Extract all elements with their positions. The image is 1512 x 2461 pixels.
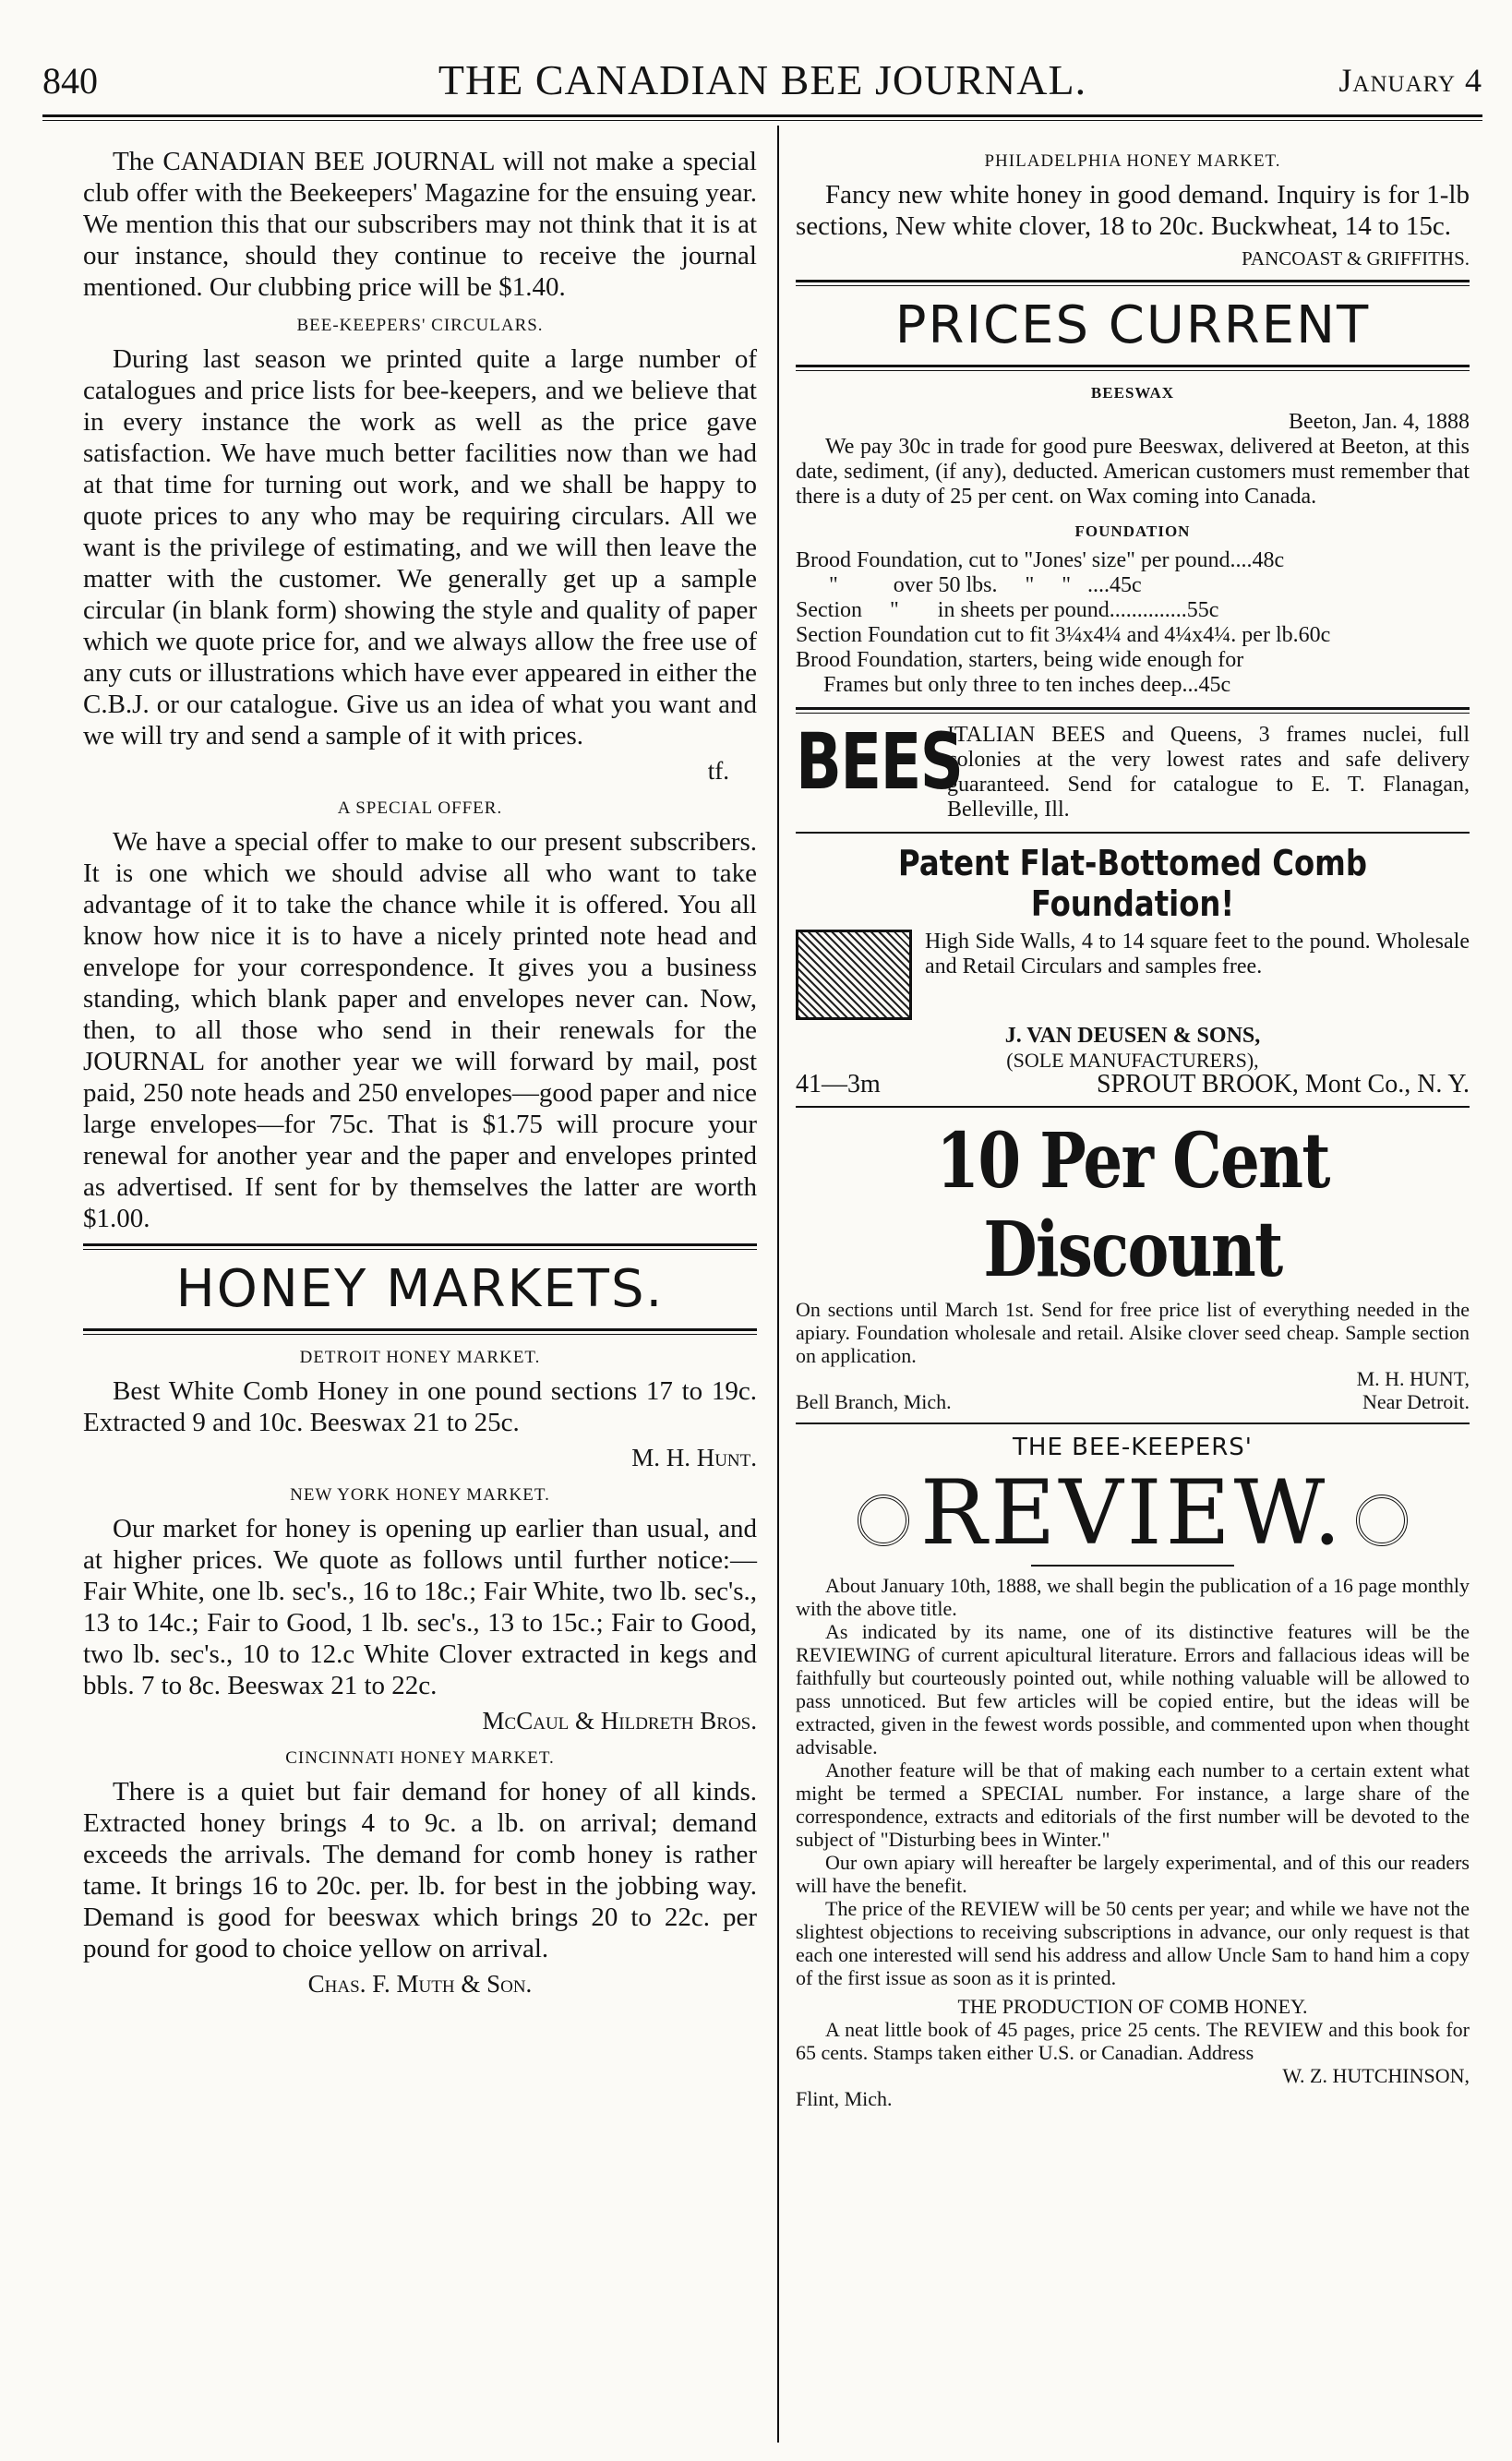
newyork-signature: McCaul & Hildreth Bros. xyxy=(482,1707,757,1735)
review-title: REVIEW. xyxy=(919,1461,1346,1565)
review-pretitle: THE BEE-KEEPERS' xyxy=(1013,1434,1253,1461)
newyork-paragraph: Our market for honey is opening up earlier than usual, and at higher prices. We quote as follows until further notice:—Fair White, one lb. sec's., 16 to 18c.; Fair White, two lb. sec's., 13 to 14c.; Fair to Good, 1 lb. sec's., 13 to 15c.; Fair to Good, two lb. sec's., 10 to 12.c White Clover extracted in kegs and bbls. 7 to 8c. Beeswax 21 to 22c. xyxy=(83,1514,757,1700)
column-divider xyxy=(777,126,779,2443)
patent-sole-manufacturers: (SOLE MANUFACTURERS), xyxy=(1006,1049,1259,1072)
patent-address: SPROUT BROOK, Mont Co., N. Y. xyxy=(1096,1070,1470,1098)
page-number: 840 xyxy=(42,60,98,102)
right-ornament-icon xyxy=(1356,1495,1408,1546)
comb-honey-heading: THE PRODUCTION OF COMB HONEY. xyxy=(957,1995,1308,2018)
beeswax-paragraph: We pay 30c in trade for good pure Beeswax, delivered at Beeton, at this date, sediment, (if any), deducted. American customers must remember that there is a duty of 25 per cent. on Wax coming into Canada. xyxy=(796,435,1470,509)
prices-rule-top xyxy=(796,280,1470,286)
review-paragraph-2: As indicated by its name, one of its distinctive features will be the REVIEWING of current apicultural literature. Errors and fallacious ideas will be faithfully but courteously pointed out, while nothing valuable will be allowed to pass unnoticed. But few articles will be copied entire, but the ideas will be extracted, given in the fewest words possible, and commented upon when thought advisable. xyxy=(796,1620,1470,1759)
foundation-row: Section " in sheets per pound..............55c xyxy=(796,598,1219,622)
italian-bees-text: ITALIAN BEES and Queens, 3 frames nuclei, full colonies at the very lowest rates and safe delivery guaranteed. Send for catalogue to E. T. Flanagan, Belleville, Ill. xyxy=(947,723,1470,822)
discount-ad-rule xyxy=(796,1106,1470,1108)
prices-rule-bottom xyxy=(796,365,1470,371)
foundation-price-list xyxy=(796,548,1470,698)
foundation-row: Brood Foundation, starters, being wide enough for xyxy=(796,648,1244,672)
review-paragraph-1: About January 10th, 1888, we shall begin the publication of a 16 page monthly with the above title. xyxy=(796,1574,1470,1620)
philadelphia-heading: PHILADELPHIA HONEY MARKET. xyxy=(984,151,1281,171)
foundation-heading: FOUNDATION xyxy=(1074,522,1191,540)
review-ad-rule xyxy=(796,1423,1470,1424)
patent-ad-rule xyxy=(796,832,1470,834)
review-paragraph-4: Our own apiary will hereafter be largely experimental, and of this our readers will have the benefit. xyxy=(796,1851,1470,1897)
circulars-paragraph: During last season we printed quite a large number of catalogues and price lists for bee-keepers, and we believe that in every instance the work as well as the price gave satisfaction. We have much better facilities now than we had at that time for turning out work, and we shall be happy to quote prices to any who may be requiring circulars. All we want is the privilege of estimating, and we will then leave the matter with the customer. We generally get up a sample circular (in blank form) showing the style and quality of paper which we quote price for, and we always allow the free use of any cuts or illustrations which have ever appeared in either the C.B.J. or our catalogue. Give us an idea of what you want and we will try and send a sample of it with prices. xyxy=(83,344,757,750)
special-offer-heading: A SPECIAL OFFER. xyxy=(337,798,503,818)
page-header xyxy=(42,55,1482,111)
cincinnati-heading: CINCINNATI HONEY MARKET. xyxy=(285,1748,555,1768)
foundation-row: " over 50 lbs. " " ....45c xyxy=(796,573,1142,597)
patent-company: J. VAN DEUSEN & SONS, xyxy=(1004,1024,1261,1048)
foundation-row: Brood Foundation, cut to "Jones' size" per pound....48c xyxy=(796,548,1285,572)
comb-honey-place: Flint, Mich. xyxy=(796,2087,893,2110)
review-title-underline xyxy=(1031,1565,1234,1567)
philadelphia-paragraph: Fancy new white honey in good demand. Inquiry is for 1-lb sections, New white clover, 18 to 20c. Buckwheat, 14 to 15c. xyxy=(796,180,1470,241)
left-column xyxy=(83,146,757,2004)
detroit-paragraph: Best White Comb Honey in one pound sections 17 to 19c. Extracted 9 and 10c. Beeswax 21 to 25c. xyxy=(83,1376,757,1437)
detroit-signature: M. H. Hunt. xyxy=(631,1444,757,1471)
header-rule xyxy=(42,114,1482,121)
circulars-heading: BEE-KEEPERS' CIRCULARS. xyxy=(296,316,544,335)
special-offer-paragraph: We have a special offer to make to our present subscribers. It is one which we should advise all who want to take advantage of it to take the chance while it is offered. You all know how nice it is to have a nicely printed note head and envelope for your correspondence. It gives you a business standing, which blank paper and envelopes never can. Now, then, to all those who send in their renewals for the JOURNAL for another year we will forward by mail, post paid, 250 note heads and 250 envelopes—good paper and nice large envelopes—for 75c. That is $1.75 will procure your renewal for another year and the paper and envelopes printed as advertised. If sent for by themselves the latter are worth $1.00. xyxy=(83,827,757,1233)
foundation-row: Section Foundation cut to fit 3¼x4¼ and 4¼x4¼. per lb.60c xyxy=(796,623,1331,647)
patent-foundation-title: Patent Flat-Bottomed Comb Foundation! xyxy=(898,843,1367,924)
honey-markets-title: HONEY MARKETS. xyxy=(175,1259,665,1319)
cincinnati-paragraph: There is a quiet but fair demand for honey of all kinds. Extracted honey brings 4 to 9c. a lb. on arrival; demand exceeds the arrivals. The demand for comb honey is rather tame. It brings 16 to 20c. per. lb. for best in the jobbing way. Demand is good for beeswax which brings 20 to 22c. per pound for good to choice yellow on arrival. xyxy=(83,1777,757,1963)
detroit-heading: DETROIT HONEY MARKET. xyxy=(299,1348,541,1367)
discount-title: 10 Per Cent Discount xyxy=(936,1117,1329,1294)
beeswax-date: Beeton, Jan. 4, 1888 xyxy=(1289,410,1470,434)
review-title-block xyxy=(796,1461,1470,1565)
philadelphia-signature: PANCOAST & GRIFFITHS. xyxy=(1242,247,1470,270)
left-ornament-icon xyxy=(858,1495,909,1546)
bees-big-word: BEES xyxy=(796,716,963,807)
review-paragraph-5: The price of the REVIEW will be 50 cents per year; and while we have not the slightest objections to receiving subscriptions in advance, our only request is that each one interested will send his address and allow Uncle Sam to hand him a copy of the first issue as soon as it is printed. xyxy=(796,1897,1470,1989)
review-paragraph-3: Another feature will be that of making each number to a certain extent what might be termed a SPECIAL number. For instance, a large share of the correspondence, extracts and editorials of the first number will be devoted to the subject of "Disturbing bees in Winter." xyxy=(796,1759,1470,1851)
comb-honey-text: A neat little book of 45 pages, price 25 cents. The REVIEW and this book for 65 cents. Stamps taken either U.S. or Canadian. Address xyxy=(796,2018,1470,2064)
newyork-heading: NEW YORK HONEY MARKET. xyxy=(290,1485,550,1505)
cincinnati-signature: Chas. F. Muth & Son. xyxy=(307,1970,533,1998)
discount-signature: M. H. HUNT, xyxy=(1356,1367,1470,1390)
italian-bees-ad xyxy=(796,716,1470,822)
foundation-row: Frames but only three to ten inches deep...45c xyxy=(796,673,1231,697)
issue-date: January 4 xyxy=(1338,62,1482,99)
patent-foundation-ad xyxy=(796,930,1470,1020)
prices-current-title: PRICES CURRENT xyxy=(894,295,1371,355)
journal-title: THE CANADIAN BEE JOURNAL. xyxy=(438,56,1087,103)
comb-foundation-illustration xyxy=(796,930,912,1020)
discount-address-row xyxy=(796,1390,1470,1413)
discount-place: Bell Branch, Mich. xyxy=(796,1390,952,1413)
patent-address-row xyxy=(796,1072,1470,1097)
bees-ad-rule xyxy=(796,707,1470,714)
club-offer-paragraph: The CANADIAN BEE JOURNAL will not make a special club offer with the Beekeepers' Magazine for the ensuing year. We mention this that our subscribers may not think that it is at our instance, should they continue to receive the journal mentioned. Our clubbing price will be $1.40. xyxy=(83,147,757,302)
patent-foundation-text: High Side Walls, 4 to 14 square feet to the pound. Wholesale and Retail Circulars and samples free. xyxy=(925,930,1470,978)
markets-rule-top xyxy=(83,1243,757,1250)
circulars-tf: tf. xyxy=(707,757,729,785)
markets-rule-bottom xyxy=(83,1328,757,1335)
right-column xyxy=(796,146,1470,2110)
beeswax-heading: BEESWAX xyxy=(1090,384,1175,402)
patent-ad-code: 41—3m xyxy=(796,1070,881,1098)
discount-text: On sections until March 1st. Send for free price list of everything needed in the apiary. Foundation wholesale and retail. Alsike clover seed cheap. Sample section on application. xyxy=(796,1298,1470,1367)
comb-honey-signature: W. Z. HUTCHINSON, xyxy=(1282,2064,1470,2087)
discount-near: Near Detroit. xyxy=(1362,1390,1470,1413)
